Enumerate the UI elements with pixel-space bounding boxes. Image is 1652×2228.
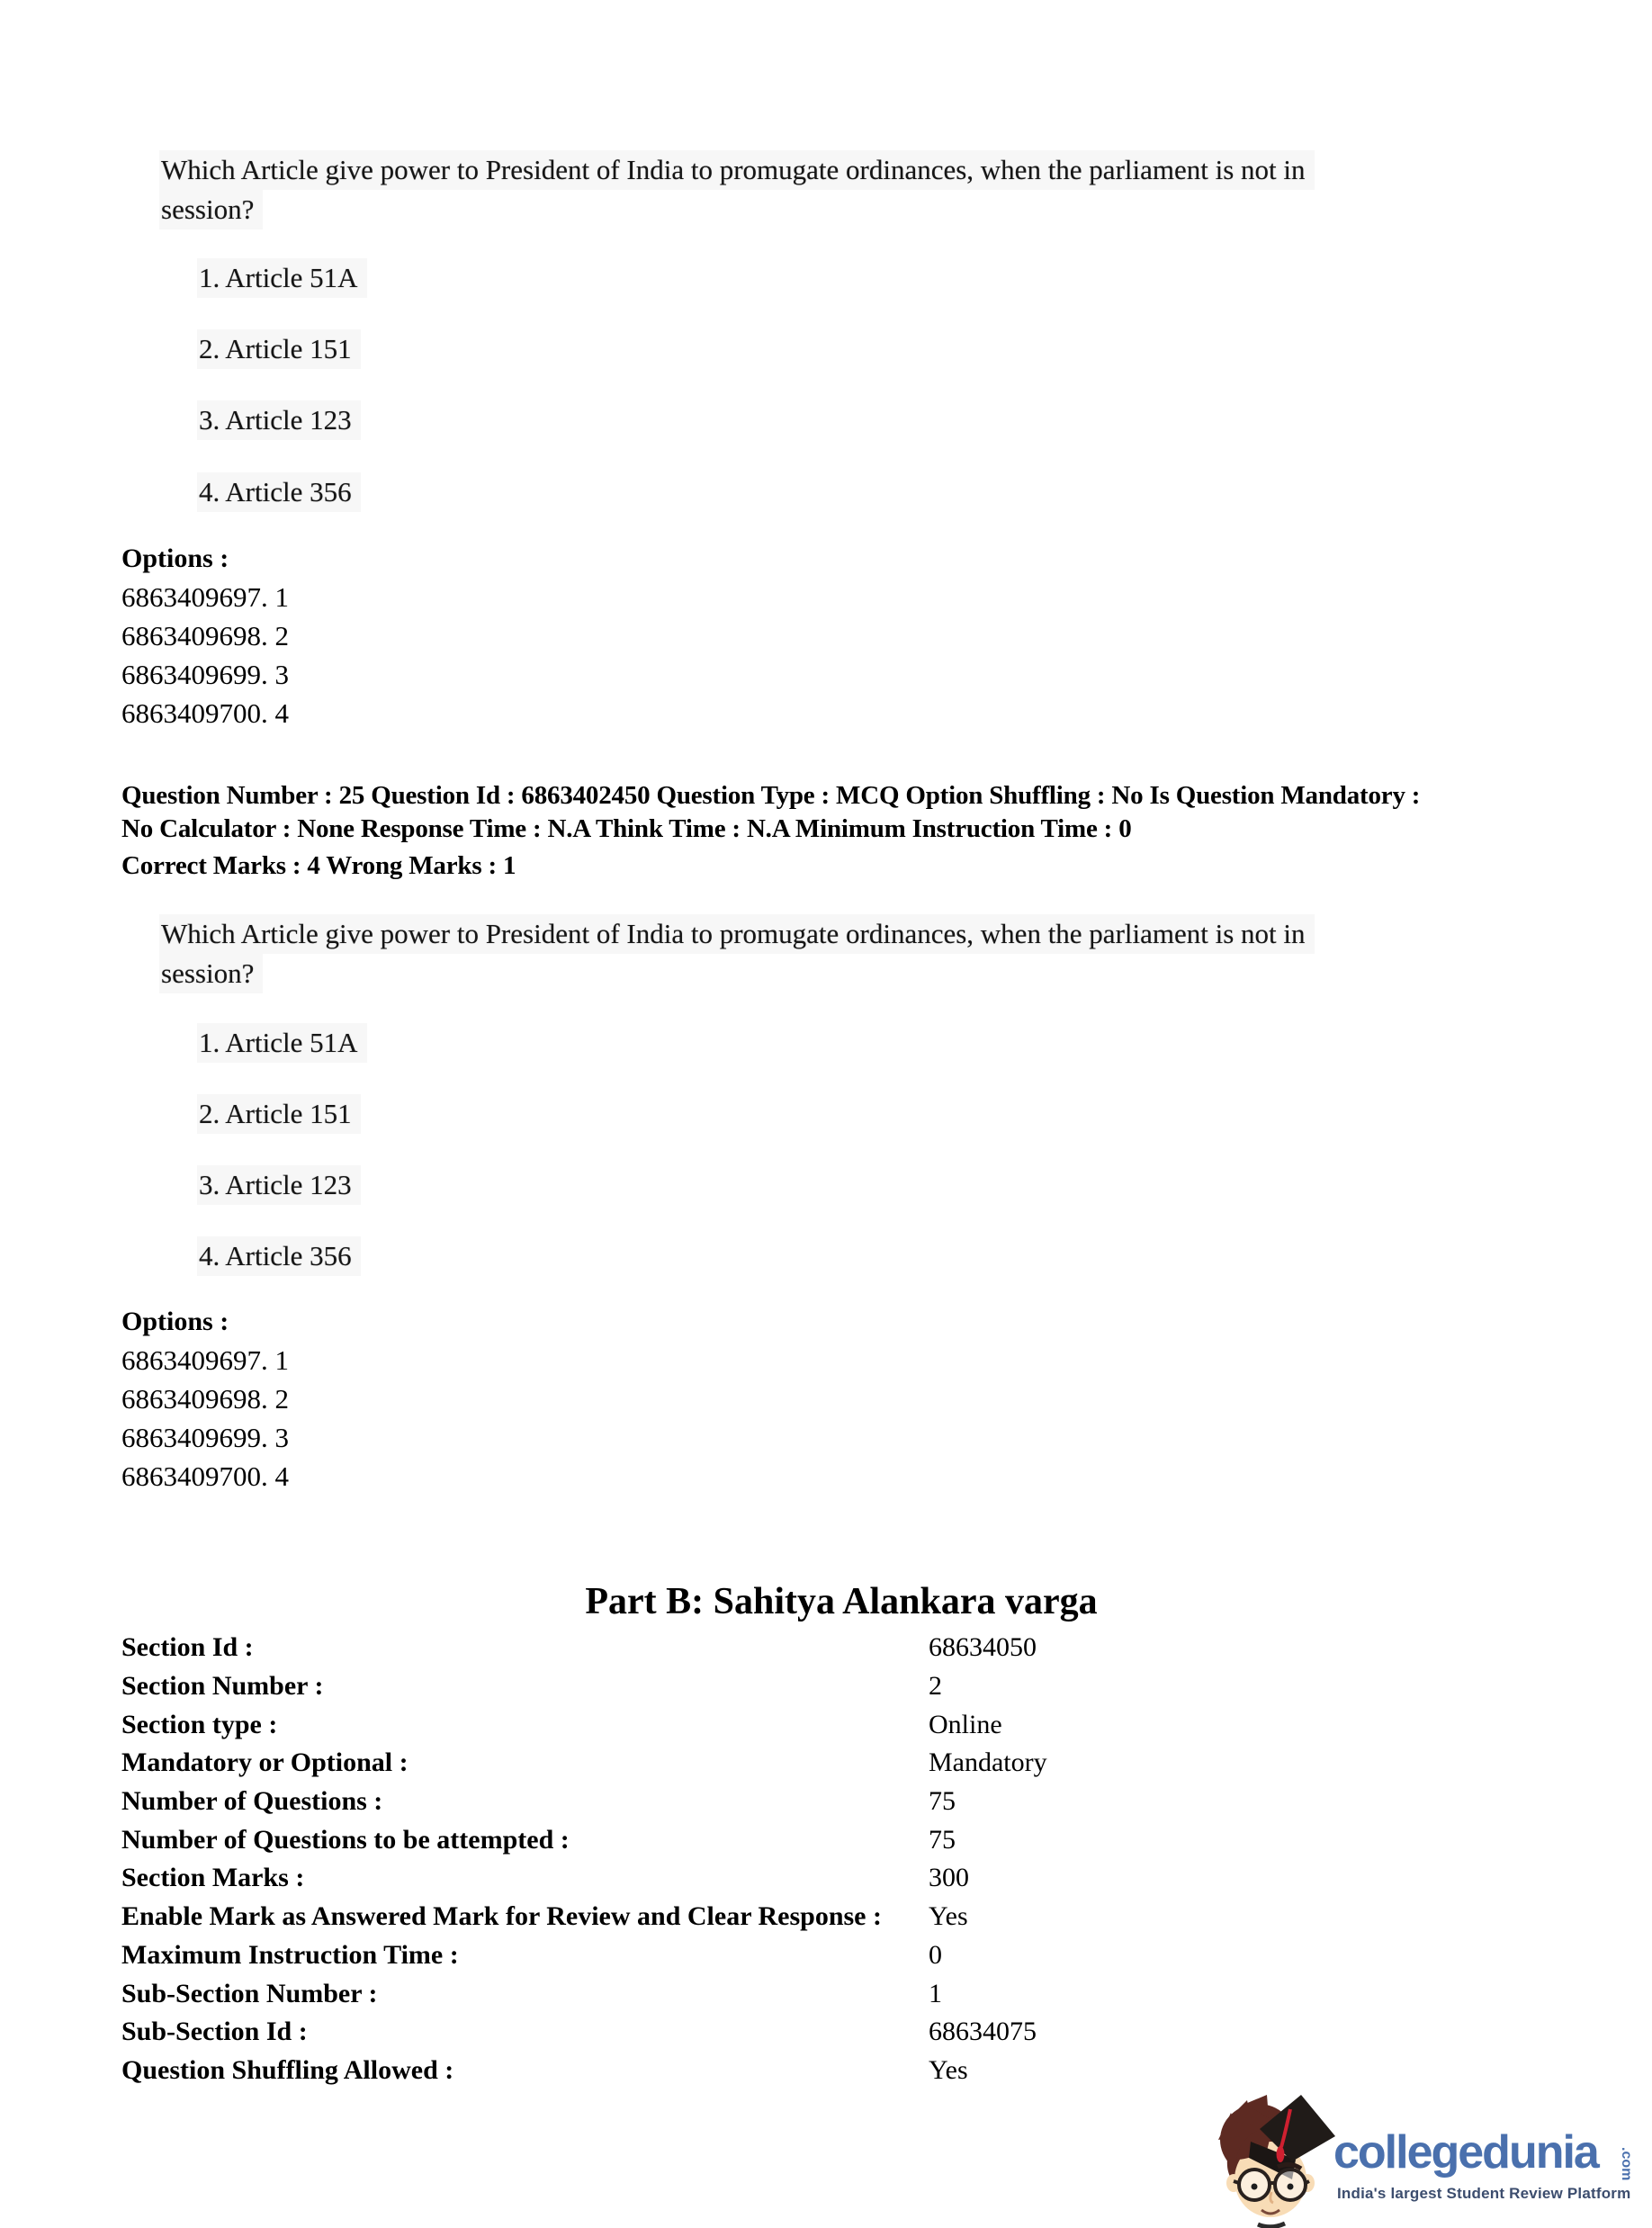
brand-tld: .com	[1619, 2147, 1634, 2181]
table-row	[121, 1974, 1047, 2013]
row-value: 0	[929, 1939, 942, 1970]
question-line-1: Which Article give power to President of India to promugate ordinances, when the parliament is not in	[159, 914, 1315, 954]
question-option: 1. Article 51A	[197, 1023, 367, 1063]
option-id-line: 6863409698. 2	[121, 1383, 289, 1415]
row-label: Maximum Instruction Time :	[121, 1939, 459, 1970]
table-row	[121, 2013, 1047, 2052]
question-option: 2. Article 151	[197, 1094, 361, 1134]
row-label: Section Number :	[121, 1671, 324, 1702]
question-text	[159, 150, 1315, 229]
question-option: 3. Article 123	[197, 400, 361, 440]
row-value: Yes	[929, 1901, 968, 1932]
question-option: 2. Article 151	[197, 329, 361, 369]
table-row	[121, 1783, 1047, 1821]
row-label: Sub-Section Number :	[121, 1978, 378, 2008]
question-line-2: session?	[159, 954, 263, 993]
row-value: 68634050	[929, 1632, 1037, 1663]
row-label: Number of Questions to be attempted :	[121, 1824, 570, 1855]
options-id-block	[121, 1302, 289, 1496]
table-row	[121, 1859, 1047, 1898]
row-label: Section Marks :	[121, 1863, 305, 1893]
question-line-1: Which Article give power to President of India to promugate ordinances, when the parliament is not in	[159, 150, 1315, 190]
row-value: 75	[929, 1786, 956, 1817]
option-id-line: 6863409700. 4	[121, 1460, 289, 1492]
option-id-line: 6863409697. 1	[121, 1344, 289, 1376]
option-id-line: 6863409700. 4	[121, 697, 289, 729]
row-value: 2	[929, 1671, 942, 1702]
question-metadata-line-1: Question Number : 25 Question Id : 6863402450 Question Type : MCQ Option Shuffling : No Is Question Mandatory :	[121, 781, 1421, 810]
options-label: Options :	[121, 1307, 229, 1336]
table-row	[121, 1898, 1047, 1936]
table-row	[121, 1820, 1047, 1859]
section-details-table	[121, 1629, 1047, 2089]
question-line-2: session?	[159, 190, 263, 229]
row-value: Yes	[929, 2054, 968, 2085]
question-option: 4. Article 356	[197, 472, 361, 512]
question-metadata-line-2: No Calculator : None Response Time : N.A Think Time : N.A Minimum Instruction Time : 0	[121, 814, 1132, 843]
question-option: 3. Article 123	[197, 1165, 361, 1205]
collegedunia-logo	[1206, 2070, 1652, 2228]
table-row	[121, 1744, 1047, 1783]
row-label: Sub-Section Id :	[121, 2017, 308, 2047]
question-option: 4. Article 356	[197, 1236, 361, 1276]
row-label: Question Shuffling Allowed :	[121, 2054, 454, 2085]
option-id-line: 6863409698. 2	[121, 620, 289, 651]
question-text	[159, 914, 1315, 993]
row-label: Number of Questions :	[121, 1786, 383, 1817]
row-label: Section type :	[121, 1709, 278, 1739]
row-value: 75	[929, 1824, 956, 1855]
brand-tagline: India's largest Student Review Platform	[1337, 2185, 1631, 2202]
row-value: 68634075	[929, 2017, 1037, 2047]
question-marks-line: Correct Marks : 4 Wrong Marks : 1	[121, 851, 516, 880]
table-row	[121, 1629, 1047, 1667]
row-value: 300	[929, 1863, 969, 1893]
row-value: 1	[929, 1978, 942, 2008]
question-metadata	[121, 779, 1420, 846]
option-id-line: 6863409697. 1	[121, 581, 289, 613]
options-label: Options :	[121, 544, 229, 573]
table-row	[121, 2052, 1047, 2090]
option-id-line: 6863409699. 3	[121, 1422, 289, 1453]
row-label: Enable Mark as Answered Mark for Review and Clear Response :	[121, 1901, 882, 1932]
row-value: Mandatory	[929, 1747, 1047, 1778]
part-b-heading: Part B: Sahitya Alankara varga	[585, 1581, 1098, 1622]
row-label: Mandatory or Optional :	[121, 1747, 409, 1778]
question-option: 1. Article 51A	[197, 258, 367, 298]
brand-wordmark: collegedunia	[1333, 2126, 1598, 2179]
row-label: Section Id :	[121, 1632, 254, 1663]
table-row	[121, 1667, 1047, 1706]
table-row	[121, 1705, 1047, 1744]
option-id-line: 6863409699. 3	[121, 659, 289, 690]
options-id-block	[121, 539, 289, 732]
table-row	[121, 1936, 1047, 1975]
collegedunia-mascot-icon	[1213, 2088, 1339, 2228]
row-value: Online	[929, 1709, 1002, 1739]
